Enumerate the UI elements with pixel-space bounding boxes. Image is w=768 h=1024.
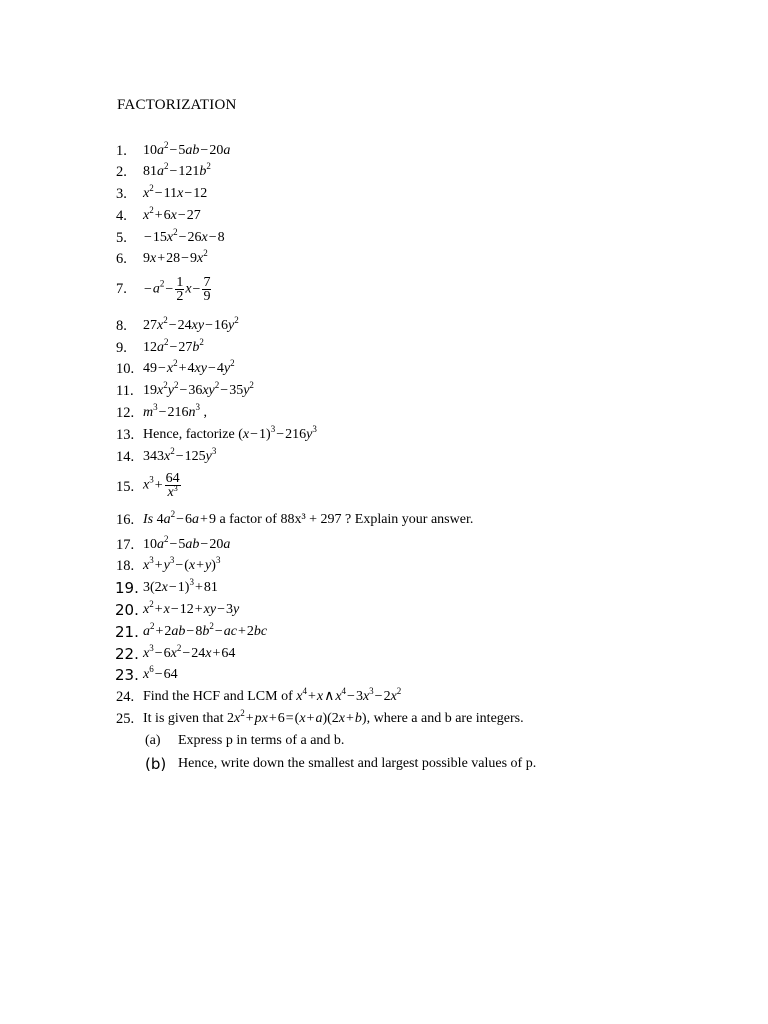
list-item xyxy=(0,250,768,272)
math-expression: $x^2-11x-12$ xyxy=(143,183,208,201)
list-item xyxy=(0,426,768,448)
math-expression: $-15x^2-26x-8$ xyxy=(144,227,225,245)
item-number: 20. xyxy=(115,601,139,619)
item-number: 1. xyxy=(116,143,127,159)
item-number: 21. xyxy=(115,623,139,641)
math-expression: $x^3+y^3-(x+y)^3$ xyxy=(143,555,221,573)
math-expression: $(x-1)^3-216y^3$ xyxy=(238,424,317,442)
math-expression: $-a^2-$ $\frac{1}{2}$ x− $\frac{7}{9}$ xyxy=(144,275,211,304)
item-number: 9. xyxy=(116,340,127,356)
sub-question xyxy=(0,755,768,777)
sub-question xyxy=(0,732,768,754)
list-item xyxy=(0,623,768,645)
list-item xyxy=(0,339,768,361)
list-item xyxy=(0,448,768,470)
math-expression: $x^3+$ $\frac{64}{x^3}$ xyxy=(143,471,180,500)
math-expression: $12a^2-27b^2$ xyxy=(143,337,204,355)
list-item xyxy=(0,360,768,382)
item-text xyxy=(143,688,401,706)
sub-question-text: Hence, write down the smallest and largest possible values of p. xyxy=(178,756,537,771)
item-suffix-text: , where a and b are integers. xyxy=(366,711,524,726)
list-item xyxy=(0,472,768,508)
list-item xyxy=(0,579,768,601)
list-item xyxy=(0,645,768,667)
item-prefix-text: Find the HCF and LCM of xyxy=(143,689,293,704)
item-number: 17. xyxy=(116,537,135,553)
math-expression: $x^3-6x^2-24x+64$ xyxy=(143,643,236,661)
item-text xyxy=(143,426,317,444)
math-expression: $x^4+x\wedge x^4-3x^3-2x^2$ xyxy=(296,686,402,704)
list-item xyxy=(0,710,768,732)
item-number: 6. xyxy=(116,251,127,267)
list-item xyxy=(0,185,768,207)
list-item xyxy=(0,404,768,426)
item-number: 22. xyxy=(115,645,139,663)
page-title: FACTORIZATION xyxy=(117,97,237,113)
item-number: 15. xyxy=(116,479,135,495)
list-item xyxy=(0,536,768,558)
list-item xyxy=(0,163,768,185)
math-expression: $a^2+2ab-8b^2-ac+2bc$ xyxy=(143,621,268,639)
item-number: 5. xyxy=(116,230,127,246)
item-number: 12. xyxy=(116,405,135,421)
list-item xyxy=(0,317,768,339)
list-item xyxy=(0,276,768,310)
item-number: 7. xyxy=(116,281,127,297)
list-item xyxy=(0,511,768,533)
list-item xyxy=(0,142,768,164)
item-number: 4. xyxy=(116,208,127,224)
math-expression: $x^2+x-12+xy-3y$ xyxy=(143,599,240,617)
math-expression: $2x^2+px+6=(x+a)(2x+b)$ xyxy=(227,708,367,726)
item-number: 25. xyxy=(116,711,135,727)
item-prefix-text: It is given that xyxy=(143,711,224,726)
item-text xyxy=(143,511,473,529)
item-number: 2. xyxy=(116,164,127,180)
item-number: 13. xyxy=(116,427,135,443)
item-number: 8. xyxy=(116,318,127,334)
item-number: 18. xyxy=(116,558,135,574)
math-expression: $10a^2-5ab-20a$ xyxy=(143,140,231,158)
sub-question-label: (a) xyxy=(145,733,161,748)
math-expression: Is $4a^2-6a+9$ xyxy=(143,509,216,527)
math-expression: $m^3-216n^3$ , xyxy=(143,402,208,420)
list-item xyxy=(0,557,768,579)
item-number: 11. xyxy=(116,383,134,399)
list-item xyxy=(0,601,768,623)
math-expression: $81a^2-121b^2$ xyxy=(143,161,211,179)
item-text xyxy=(143,710,524,728)
math-expression: $19x^2y^2-36xy^2-35y^2$ xyxy=(143,380,254,398)
list-item xyxy=(0,688,768,710)
item-number: 14. xyxy=(116,449,135,465)
math-expression: $343x^2-125y^3$ xyxy=(143,446,217,464)
math-expression: $49-x^2+4xy-4y^2$ xyxy=(143,358,235,376)
math-expression: $10a^2-5ab-20a$ xyxy=(143,534,231,552)
list-item xyxy=(0,382,768,404)
item-number: 3. xyxy=(116,186,127,202)
item-number: 16. xyxy=(116,512,135,528)
item-number: 24. xyxy=(116,689,135,705)
item-prefix-text: Hence, factorize xyxy=(143,427,235,442)
sub-question-label: (b) xyxy=(145,755,167,773)
item-suffix-text: a factor of 88x³ + 297 ? Explain your answer. xyxy=(219,512,474,527)
math-expression: $3(2x-1)^3+81$ xyxy=(143,577,218,595)
math-expression: $x^6-64$ xyxy=(143,664,178,682)
item-number: 10. xyxy=(116,361,135,377)
item-number: 19. xyxy=(115,579,139,597)
math-expression: $27x^2-24xy-16y^2$ xyxy=(143,315,239,333)
list-item xyxy=(0,207,768,229)
item-number: 23. xyxy=(115,666,139,684)
list-item xyxy=(0,229,768,251)
math-expression: $x^2+6x-27$ xyxy=(143,205,201,223)
list-item xyxy=(0,666,768,688)
sub-question-text: Express p in terms of a and b. xyxy=(178,733,345,748)
math-expression: $9x+28-9x^2$ xyxy=(143,248,208,266)
